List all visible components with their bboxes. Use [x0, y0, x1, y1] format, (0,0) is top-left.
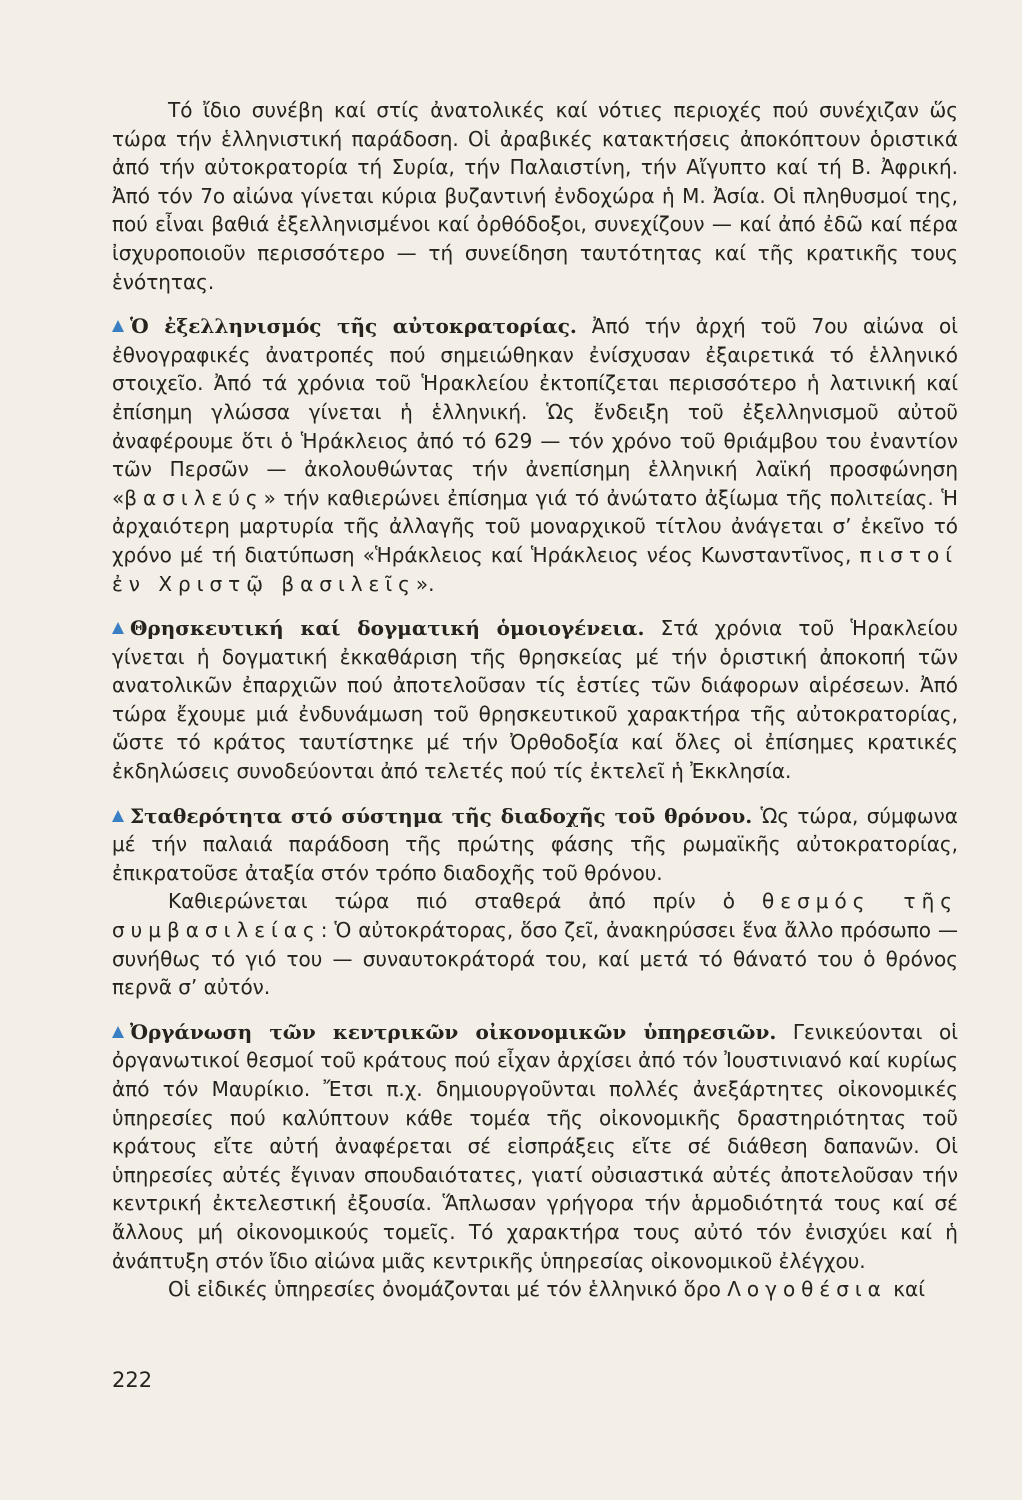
- section-heading-succession: Σταθερότητα στό σύστημα τῆς διαδοχῆς τοῦ θρόνου.: [130, 803, 753, 828]
- section-financial-services: Ὀργάνωση τῶν κεντρικῶν οἰκονομικῶν ὑπηρεσιῶν. Γενικεύονται οἱ ὀργανωτικοί θεσμοί τοῦ κράτους πού εἶχαν ἀρχίσει ἀπό τόν Ἰουστινιανό καί κυρίως ἀπό τόν Μαυρίκιο. Ἔτσι π.χ. δημιουργοῦνται πολλές ἀνεξάρτητες οἰκονομικές ὑπηρεσίες πού καλύπτουν κάθε τομέα τῆς οἰκονομικῆς δραστηριότητας τοῦ κράτους εἴτε αὐτή ἀναφέρεται σέ εἰσπράξεις εἴτε σέ διάθεση δαπανῶν. Οἱ ὑπηρεσίες αὐτές ἔγιναν σπουδαιότατες, γιατί οὐσιαστικά αὐτές ἀποτελοῦσαν τήν κεντρική ἐκτελεστική ἐξουσία. Ἅπλωσαν γρήγορα τήν ἁρμοδιότητά τους καί σέ ἄλλους μή οἰκονομικούς τομεῖς. Τό χαρακτήρα τους αὐτό τόν ἐνισχύει καί ἡ ἀνάπτυξη στόν ἴδιο αἰώνα μιᾶς κεντρικῆς ὑπηρεσίας οἰκονομικοῦ ἐλέγχου.: [112, 1019, 958, 1273]
- spaced-term-symbasileia: θεσμός τῆς συμβασιλείας: [112, 889, 958, 943]
- triangle-bullet-icon: [112, 810, 124, 822]
- body-text: [112, 96, 958, 1304]
- paragraph-logothesia: Οἱ εἰδικές ὑπηρεσίες ὀνομάζονται μέ τόν ἑλληνικό ὅρο Λογοθέσια καί: [168, 1277, 925, 1302]
- section-heading-financial: Ὀργάνωση τῶν κεντρικῶν οἰκονομικῶν ὑπηρεσιῶν.: [130, 1019, 777, 1044]
- spaced-term-logothesia: Λογοθέσια: [727, 1277, 887, 1302]
- section-heading-hellenization: Ὁ ἐξελληνισμός τῆς αὐτοκρατορίας.: [130, 314, 577, 339]
- section-heading-religious: Θρησκευτική καί δογματική ὁμοιογένεια.: [130, 616, 645, 641]
- paragraph-symbasileia: Καθιερώνεται τώρα πιό σταθερά ἀπό πρίν ὁ θεσμός τῆς συμβασιλείας: Ὁ αὐτοκράτορας, ὅσο ζεῖ, ἀνακηρύσσει ἕνα ἄλλο πρόσωπο — συνήθως τό γιό του — συναυτοκράτορά του, καί μετά τό θάνατό του ὁ θρόνος περνᾶ σ’ αὐτόν.: [112, 889, 958, 1000]
- spaced-term-pistoi: πιστοί ἐν Χριστῷ βασιλεῖς: [112, 542, 958, 596]
- paragraph-intro: Τό ἴδιο συνέβη καί στίς ἀνατολικές καί νότιες περιοχές πού συνέχιζαν ὥς τώρα τήν ἑλληνιστική παράδοση. Οἱ ἀραβικές κατακτήσεις ἀποκόπτουν ὁριστικά ἀπό τήν αὐτοκρατορία τή Συρία, τήν Παλαιστίνη, τήν Αἴγυπτο καί τή Β. Ἀφρική. Ἀπό τόν 7ο αἰώνα γίνεται κύρια βυζαντινή ἐνδοχώρα ἡ Μ. Ἀσία. Οἱ πληθυσμοί της, πού εἶναι βαθιά ἐξελληνισμένοι καί ὀρθόδοξοι, συνεχίζουν — καί ἀπό ἐδῶ καί πέρα ἰσχυροποιοῦν περισσότερο — τή συνείδηση ταυτότητας καί τῆς κρατικῆς τους ἑνότητας.: [112, 98, 958, 294]
- section-hellenization: Ὁ ἐξελληνισμός τῆς αὐτοκρατορίας. Ἀπό τήν ἀρχή τοῦ 7ου αἰώνα οἱ ἐθνογραφικές ἀνατροπές πού σημειώθηκαν ἐνίσχυσαν ἐξαιρετικά τό ἑλληνικό στοιχεῖο. Ἀπό τά χρόνια τοῦ Ἡρακλείου ἐκτοπίζεται περισσότερο ἡ λατινική καί ἐπίσημη γλώσσα γίνεται ἡ ἑλληνική. Ὡς ἔνδειξη τοῦ ἐξελληνισμοῦ αὐτοῦ ἀναφέρουμε ὅτι ὁ Ἡράκλειος ἀπό τό 629 — τόν χρόνο τοῦ θριάμβου του ἐναντίον τῶν Περσῶν — ἀκολουθώντας τήν ἀνεπίσημη ἑλληνική λαϊκή προσφώνηση «βασιλεύς» τήν καθιερώνει ἐπίσημα γιά τό ἀνώτατο ἀξίωμα τῆς πολιτείας. Ἡ ἀρχαιότερη μαρτυρία τῆς ἀλλαγῆς τοῦ μοναρχικοῦ τίτλου ἀνάγεται σ’ ἐκεῖνο τό χρόνο μέ τή διατύπωση «Ἡράκλειος καί Ἡράκλειος νέος Κωνσταντῖνος, πιστοί ἐν Χριστῷ βασιλεῖς».: [112, 314, 958, 596]
- section-religious-homogeneity: Θρησκευτική καί δογματική ὁμοιογένεια. Στά χρόνια τοῦ Ἡρακλείου γίνεται ἡ δογματική ἐκκαθάριση τῆς θρησκείας μέ τήν ὁριστική ἀποκοπή τῶν ανατολικῶν ἐπαρχιῶν πού ἀποτελοῦσαν τίς ἑστίες τῶν διάφορων αἱρέσεων. Ἀπό τώρα ἔχουμε μιά ἐνδυνάμωση τοῦ θρησκευτικοῦ χαρακτήρα τῆς αὐτοκρατορίας, ὥστε τό κράτος ταυτίστηκε μέ τήν Ὀρθοδοξία καί ὅλες οἱ ἐπίσημες κρατικές ἐκδηλώσεις συνοδεύονται ἀπό τελετές πού τίς ἐκτελεῖ ἡ Ἐκκλησία.: [112, 616, 958, 784]
- spaced-term-basileus: βασιλεύς: [124, 485, 264, 510]
- triangle-bullet-icon: [112, 320, 124, 332]
- section-succession: Σταθερότητα στό σύστημα τῆς διαδοχῆς τοῦ θρόνου. Ὡς τώρα, σύμφωνα μέ τήν παλαιά παράδοση τῆς πρώτης φάσης τῆς ρωμαϊκῆς αὐτοκρατορίας, ἐπικρατοῦσε ἀταξία στόν τρόπο διαδοχῆς τοῦ θρόνου.: [112, 803, 958, 885]
- triangle-bullet-icon: [112, 1026, 124, 1038]
- page-number: 222: [112, 1368, 153, 1392]
- triangle-bullet-icon: [112, 622, 124, 634]
